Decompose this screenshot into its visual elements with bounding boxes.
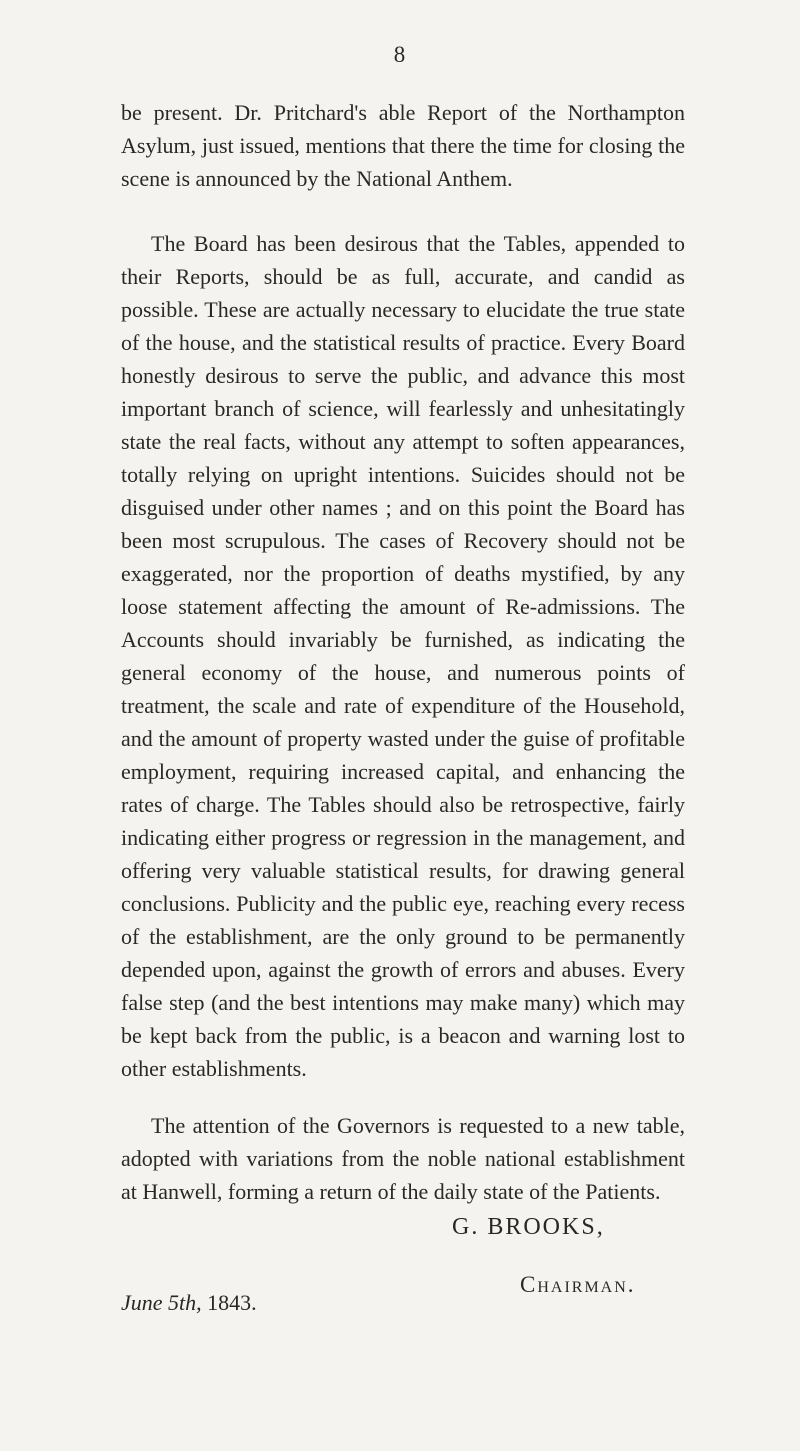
date-line — [121, 1290, 257, 1316]
paragraph-3: The attention of the Governors is requested to a new table, adopted with variations from the noble national establishment at Hanwell, forming a return of the daily state of the Patients. — [121, 1113, 685, 1204]
signature-title: Chairman. — [520, 1272, 636, 1297]
date-year: 1843. — [207, 1290, 257, 1315]
paragraph-2: The Board has been desirous that the Tables, appended to their Reports, should be as full, accurate, and candid as possible. These are actually necessary to elucidate the true state of the house, and the statistical results of practice. Every Board honestly desirous to serve the public, and advance this most important branch of science, will fearlessly and unhesitatingly state the real facts, without any attempt to soften appearances, totally relying on upright intentions. Suicides should not be disguised under other names ; and on this point the Board has been most scrupulous. The cases of Recovery should not be exaggerated, nor the proportion of deaths mystified, by any loose statement affecting the amount of Re-admissions. The Accounts should invariably be furnished, as indicating the general economy of the house, and numerous points of treatment, the scale and rate of expenditure of the Household, and the amount of property wasted under the guise of profitable employment, requiring increased capital, and enhancing the rates of charge. The Tables should also be retrospective, fairly indicating either progress or regression in the management, and offering very valuable statistical results, for drawing general conclusions. Publicity and the public eye, reaching every recess of the establishment, are the only ground to be permanently depended upon, against the growth of errors and abuses. Every false step (and the best intentions may make many) which may be kept back from the public, is a beacon and warning lost to other establishments. — [121, 231, 685, 1081]
paragraph-1: be present. Dr. Pritchard's able Report of the Northampton Asylum, just issued, mentions that there the time for closing the scene is announced by the National Anthem. — [121, 100, 685, 191]
signature-name: G. BROOKS, — [452, 1214, 605, 1240]
date-day: June 5th, — [121, 1290, 202, 1315]
page-number: 8 — [393, 42, 407, 67]
